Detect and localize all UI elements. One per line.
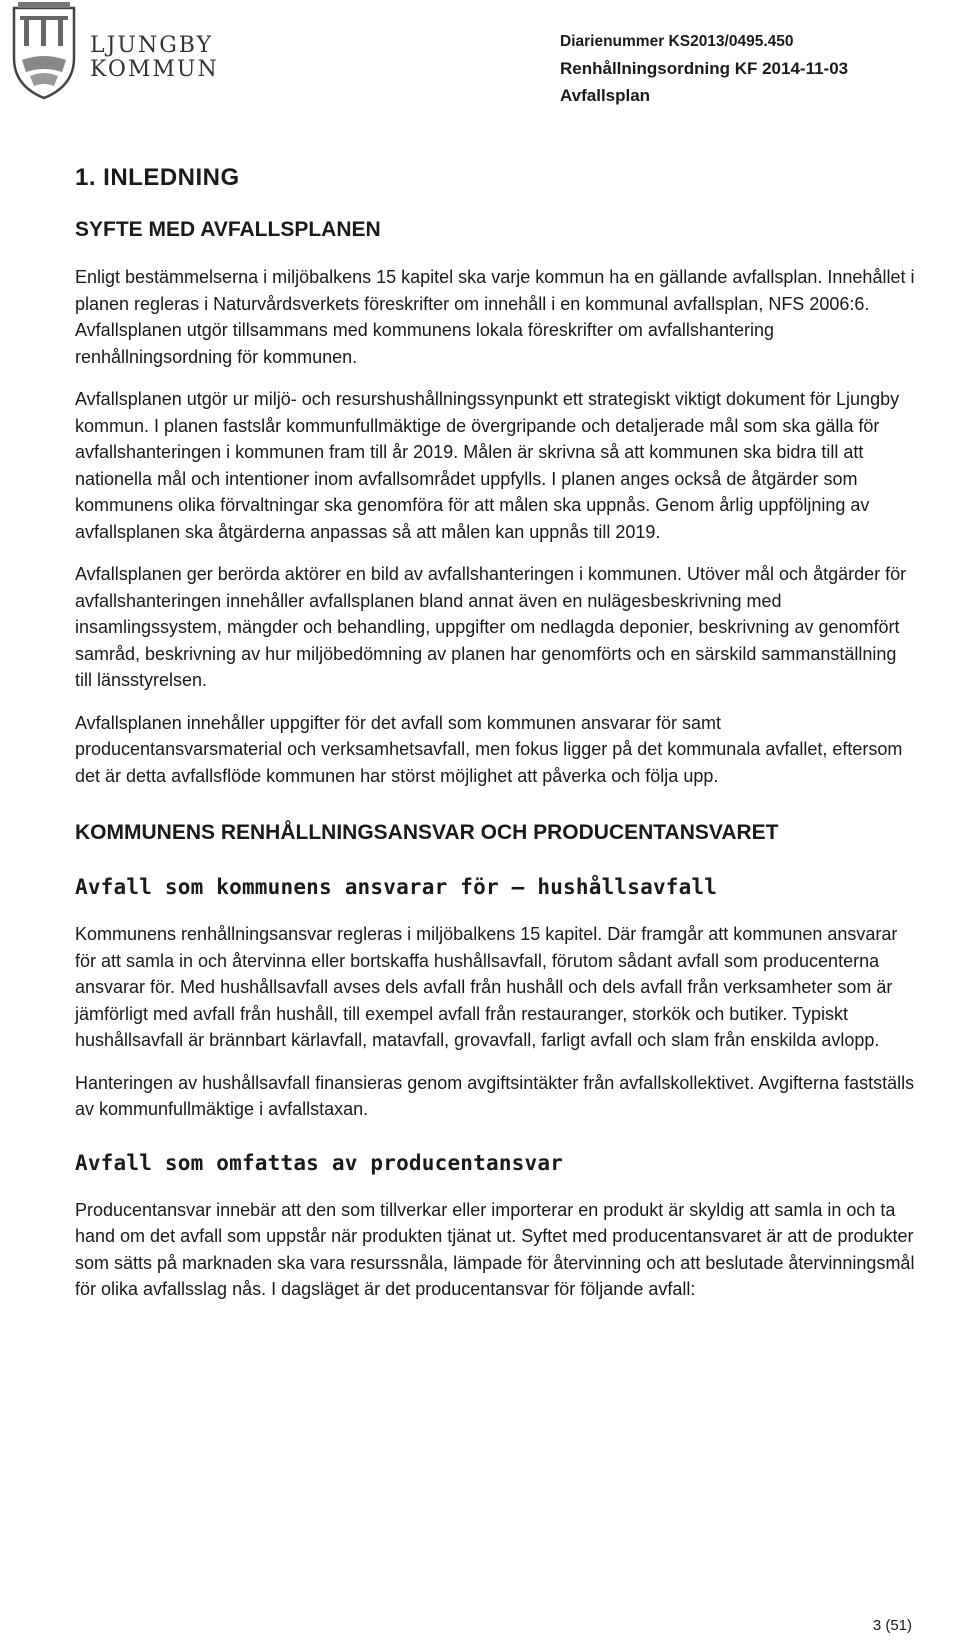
paragraph: Hanteringen av hushållsavfall finansieras genom avgiftsintäkter från avfallskollektivet. Avgifterna fastställs av kommunfullmäktige i avfallstaxan. [75, 1072, 915, 1119]
subsection-heading-producentansvar: Avfall som omfattas av producentansvar [75, 1150, 564, 1175]
coat-of-arms-icon [8, 0, 80, 100]
document-body [75, 150, 915, 1303]
paragraph: Avfallsplanen ger berörda aktörer en bild av avfallshanteringen i kommunen. Utöver mål och åtgärder för avfallshanteringen innehåller avfallsplanen bland annat även en nulägesbeskrivning med insamlingssystem, mängder och behandling, uppgifter om nedlagda deponier, beskrivning av genomfört samråd, beskrivning av hur miljöbedömning av planen har genomförts och en särskild sammanställning till länsstyrelsen. [75, 564, 907, 690]
chapter-heading: 1. INLEDNING [75, 164, 240, 191]
diarienummer: Diarienummer KS2013/0495.450 [560, 33, 794, 50]
section-heading-syfte: SYFTE MED AVFALLSPLANEN [75, 218, 381, 241]
paragraph: Avfallsplanen utgör ur miljö- och resurshushållningssynpunkt ett strategiskt viktigt dokument för Ljungby kommun. I planen fastslår kommunfullmäktige de övergripande och detaljerade mål som ska gälla för avfallshanteringen i kommunen fram till år 2019. Målen är skrivna så att kommunen ska bidra till att nationella mål och intentioner inom avfallsområdet uppfylls. I planen anges också de åtgärder som kommunens olika förvaltningar ska genomföra för att målen ska uppnås. Genom årlig uppföljning av avfallsplanen ska åtgärderna anpassas så att målen kan uppnås till 2019. [75, 389, 900, 542]
page-number: 3 (51) [872, 1617, 912, 1634]
document-title: Renhållningsordning KF 2014-11-03 [560, 59, 849, 78]
ljungby-kommun-logo [8, 0, 228, 104]
page-header [0, 0, 960, 110]
document-subtitle: Avfallsplan [560, 86, 651, 105]
paragraph: Enligt bestämmelserna i miljöbalkens 15 kapitel ska varje kommun ha en gällande avfallsplan. Innehållet i planen regleras i Naturvårdsverkets föreskrifter om innehåll i en kommunal avfallsplan, NFS 2006:6. Avfallsplanen utgör tillsammans med kommunens lokala föreskrifter om avfallshantering renhållningsordning för kommunen. [75, 267, 915, 367]
paragraph: Producentansvar innebär att den som tillverkar eller importerar en produkt är skyldig att samla in och ta hand om det avfall som uppstår när produkten tjänat ut. Syftet med producentansvaret är att de produkter som sätts på marknaden ska vara resurssnåla, lämpade för återvinning och att beslutade återvinningsmål för olika avfallsslag nås. I dagsläget är det producentansvar för följande avfall: [75, 1199, 915, 1299]
logo-text-ljungby: LJUNGBY [90, 33, 214, 58]
subsection-heading-hushallsavfall: Avfall som kommunens ansvarar för – hushållsavfall [75, 875, 718, 899]
paragraph: Avfallsplanen innehåller uppgifter för det avfall som kommunen ansvarar för samt producentansvarsmaterial och verksamhetsavfall, men fokus ligger på det kommunala avfallet, eftersom det är detta avfallsflöde kommunen har störst möjlighet att påverka och följa upp. [75, 712, 903, 786]
section-heading-ansvar: KOMMUNENS RENHÅLLNINGSANSVAR OCH PRODUCENTANSVARET [75, 821, 779, 844]
logo-text-kommun: KOMMUN [90, 57, 219, 82]
paragraph: Kommunens renhållningsansvar regleras i miljöbalkens 15 kapitel. Där framgår att kommunen ansvarar för att samla in och återvinna eller bortskaffa hushållsavfall, förutom sådant avfall som producenterna ansvarar för. Med hushållsavfall avses dels avfall från hushåll och dels avfall från verksamheter som är jämförligt med avfall från hushåll, till exempel avfall från restauranger, storkök och butiker. Typiskt hushållsavfall är brännbart kärlavfall, matavfall, grovavfall, farligt avfall och slam från enskilda avlopp. [75, 924, 898, 1050]
document-meta [560, 28, 950, 109]
